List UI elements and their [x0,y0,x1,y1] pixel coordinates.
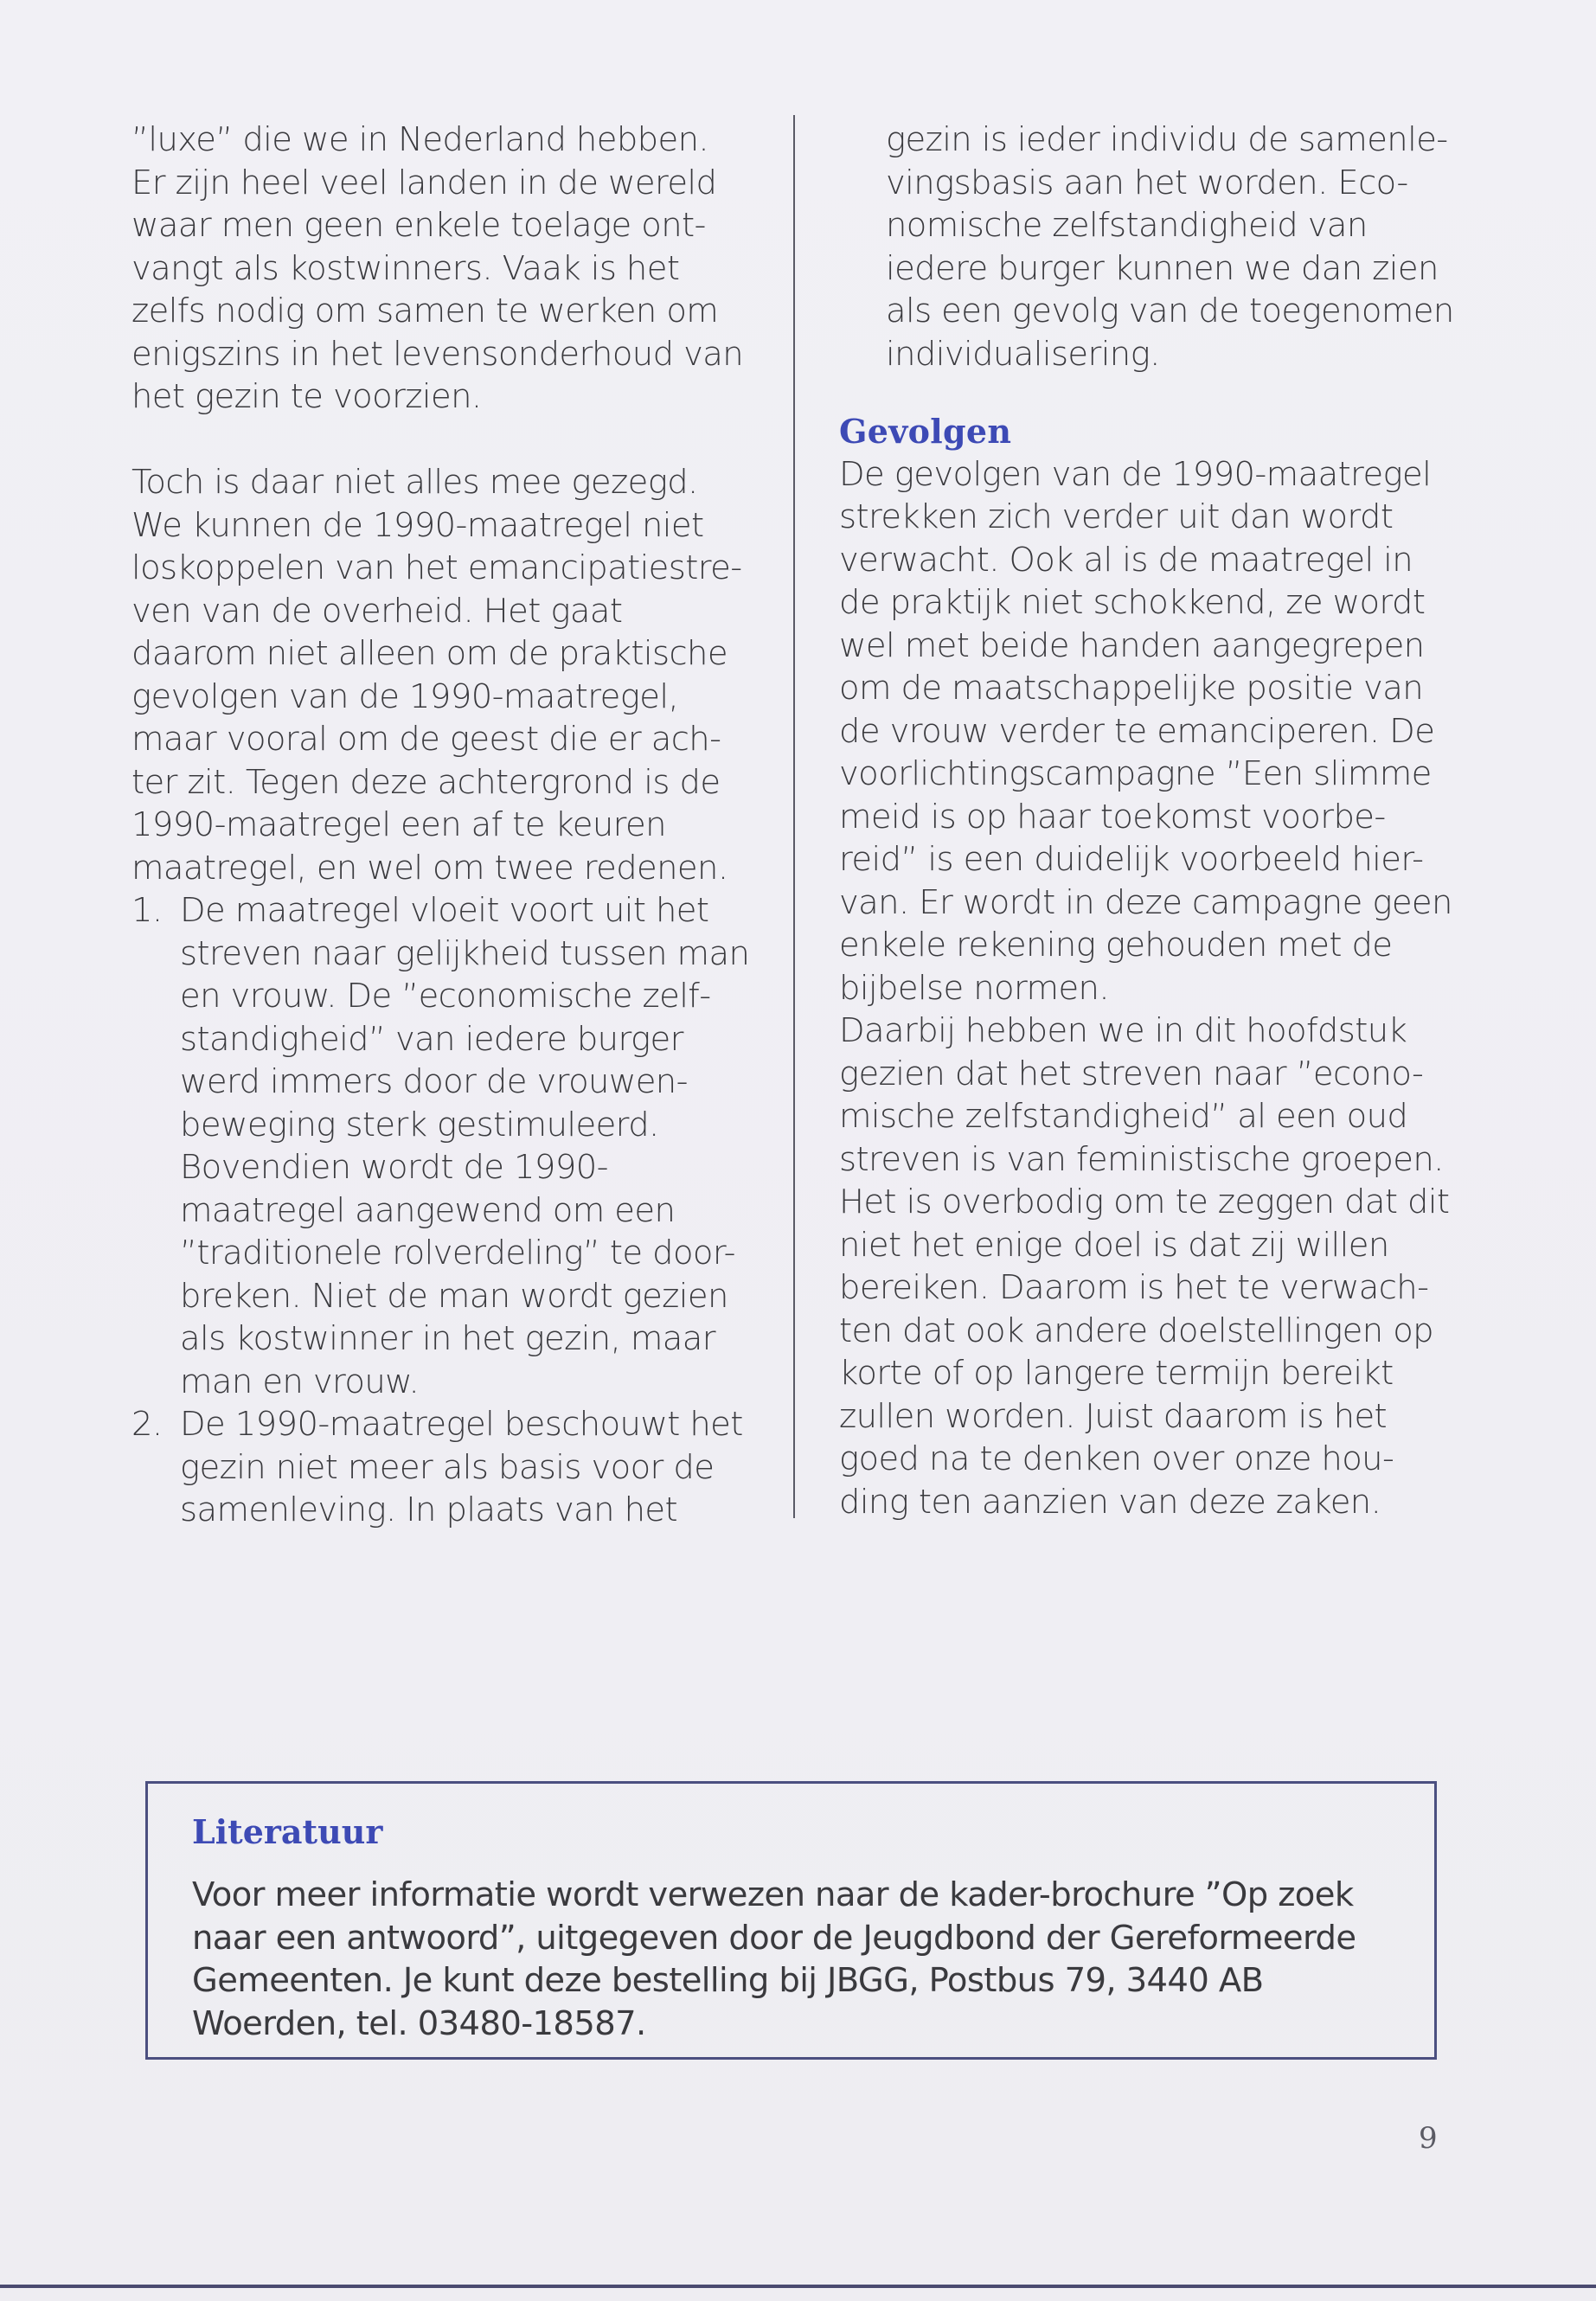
text-line: ding ten aanzien van deze zaken. [839,1482,1381,1522]
text-line: strekken zich verder uit dan wordt [839,497,1394,536]
left-column [131,119,754,1532]
text-line: ter zit. Tegen deze achtergrond is de [131,762,721,802]
list-number: 2. [131,1405,163,1444]
text-line: We kunnen de 1990-maatregel niet [131,505,704,545]
text-line: De gevolgen van de 1990-maatregel [839,454,1432,494]
list-item [131,889,754,1403]
column-divider [793,115,795,1518]
text-line: enigszins in het levensonderhoud van [131,334,744,374]
text-line: ”traditionele rolverdeling” te door- [180,1234,735,1272]
text-line: zelfs nodig om samen te werken om [131,292,719,330]
text-line: niet het enige doel is dat zij willen [839,1225,1389,1265]
text-line: en vrouw. De ”economische zelf- [180,977,711,1016]
text-line: ”luxe” die we in Nederland hebben. [131,120,709,159]
right-paragraph-3 [839,1009,1462,1523]
text-line: breken. Niet de man wordt gezien [180,1276,728,1316]
text-line: naar een antwoord”, uitgegeven door de Jeugdbond der Gereformeerde [192,1918,1356,1958]
text-line: gezin niet meer als basis voor de [180,1447,715,1487]
text-line: ten dat ook andere doelstellingen op [839,1311,1433,1350]
text-line: Woerden, tel. 03480-18587. [192,2003,646,2043]
text-line: daarom niet alleen om de praktische [131,634,727,673]
text-line: Gemeenten. Je kunt deze bestelling bij JBGG, Postbus 79, 3440 AB [192,1961,1264,2000]
text-line: 1990-maatregel een af te keuren [131,805,666,844]
text-line: maatregel, en wel om twee redenen. [131,848,728,888]
text-line: Voor meer informatie wordt verwezen naar de kader-brochure ”Op zoek [192,1875,1354,1914]
text-line: streven is van feministische groepen. [839,1139,1444,1179]
text-line: voorlichtingscampagne ”Een slimme [839,754,1432,793]
left-paragraph-1 [131,119,754,419]
text-line: waar men geen enkele toelage ont- [131,206,706,245]
text-line: samenleving. In plaats van het [180,1490,677,1529]
text-line: nomische zelfstandigheid van [886,206,1368,245]
text-line: bereiken. Daarom is het te verwach- [839,1268,1429,1307]
text-line: gezien dat het streven naar ”econo- [839,1054,1424,1093]
text-line: gevolgen van de 1990-maatregel, [131,676,679,716]
right-paragraph-2 [839,453,1462,1010]
text-line: van. Er wordt in deze campagne geen [839,882,1452,922]
text-line: gezin is ieder individu de samenle- [886,120,1448,159]
text-line: Het is overbodig om te zeggen dat dit [839,1183,1450,1221]
bottom-rule [0,2285,1596,2288]
text-line: De maatregel vloeit voort uit het [180,891,709,930]
right-paragraph-1 [839,119,1462,375]
text-line: bijbelse normen. [839,968,1109,1008]
text-line: wel met beide handen aangegrepen [839,625,1425,665]
text-line: Toch is daar niet alles mee gezegd. [131,463,698,502]
reasons-list [131,889,754,1532]
text-line: het gezin te voorzien. [131,377,482,416]
text-line: vangt als kostwinners. Vaak is het [131,248,680,288]
text-line: meid is op haar toekomst voorbe- [839,797,1386,836]
right-column [839,119,1462,1523]
text-line: de praktijk niet schokkend, ze wordt [839,583,1426,622]
text-line: individualisering. [886,334,1160,374]
text-line: man en vrouw. [180,1362,420,1401]
text-line: beweging sterk gestimuleerd. [180,1105,659,1144]
section-heading: Gevolgen [839,412,1012,451]
text-line: maar vooral om de geest die er ach- [131,720,721,759]
text-line: loskoppelen van het emancipatiestre- [131,548,742,587]
text-line: reid” is een duidelijk voorbeeld hier- [839,840,1424,879]
text-line: als een gevolg van de toegenomen [886,292,1454,330]
list-number: 1. [131,891,163,930]
text-line: Bovendien wordt de 1990- [180,1148,608,1187]
text-line: vingsbasis aan het worden. Eco- [886,163,1408,202]
left-paragraph-2 [131,461,754,889]
text-line: De 1990-maatregel beschouwt het [180,1405,743,1444]
text-line: de vrouw verder te emanciperen. De [839,711,1435,751]
text-line: maatregel aangewend om een [180,1190,676,1230]
text-line: Daarbij hebben we in dit hoofdstuk [839,1011,1407,1050]
literature-text [192,1874,1386,2045]
list-item [131,1403,754,1532]
text-line: Er zijn heel veel landen in de wereld [131,163,717,202]
text-line: verwacht. Ook al is de maatregel in [839,540,1413,580]
page-number: 9 [1419,2121,1438,2156]
text-line: om de maatschappelijke positie van [839,669,1424,708]
text-line: ven van de overheid. Het gaat [131,591,623,631]
text-line: zullen worden. Juist daarom is het [839,1396,1388,1436]
text-line: korte of op langere termijn bereikt [839,1354,1394,1393]
text-line: enkele rekening gehouden met de [839,926,1393,965]
text-line: werd immers door de vrouwen- [180,1062,688,1101]
text-line: iedere burger kunnen we dan zien [886,248,1439,288]
text-line: mische zelfstandigheid” al een oud [839,1097,1408,1136]
text-line: standigheid” van iedere burger [180,1019,683,1059]
text-line: goed na te denken over onze hou- [839,1439,1394,1478]
text-line: als kostwinner in het gezin, maar [180,1319,716,1358]
text-line: streven naar gelijkheid tussen man [180,933,750,973]
literature-title: Literatuur [192,1812,383,1851]
